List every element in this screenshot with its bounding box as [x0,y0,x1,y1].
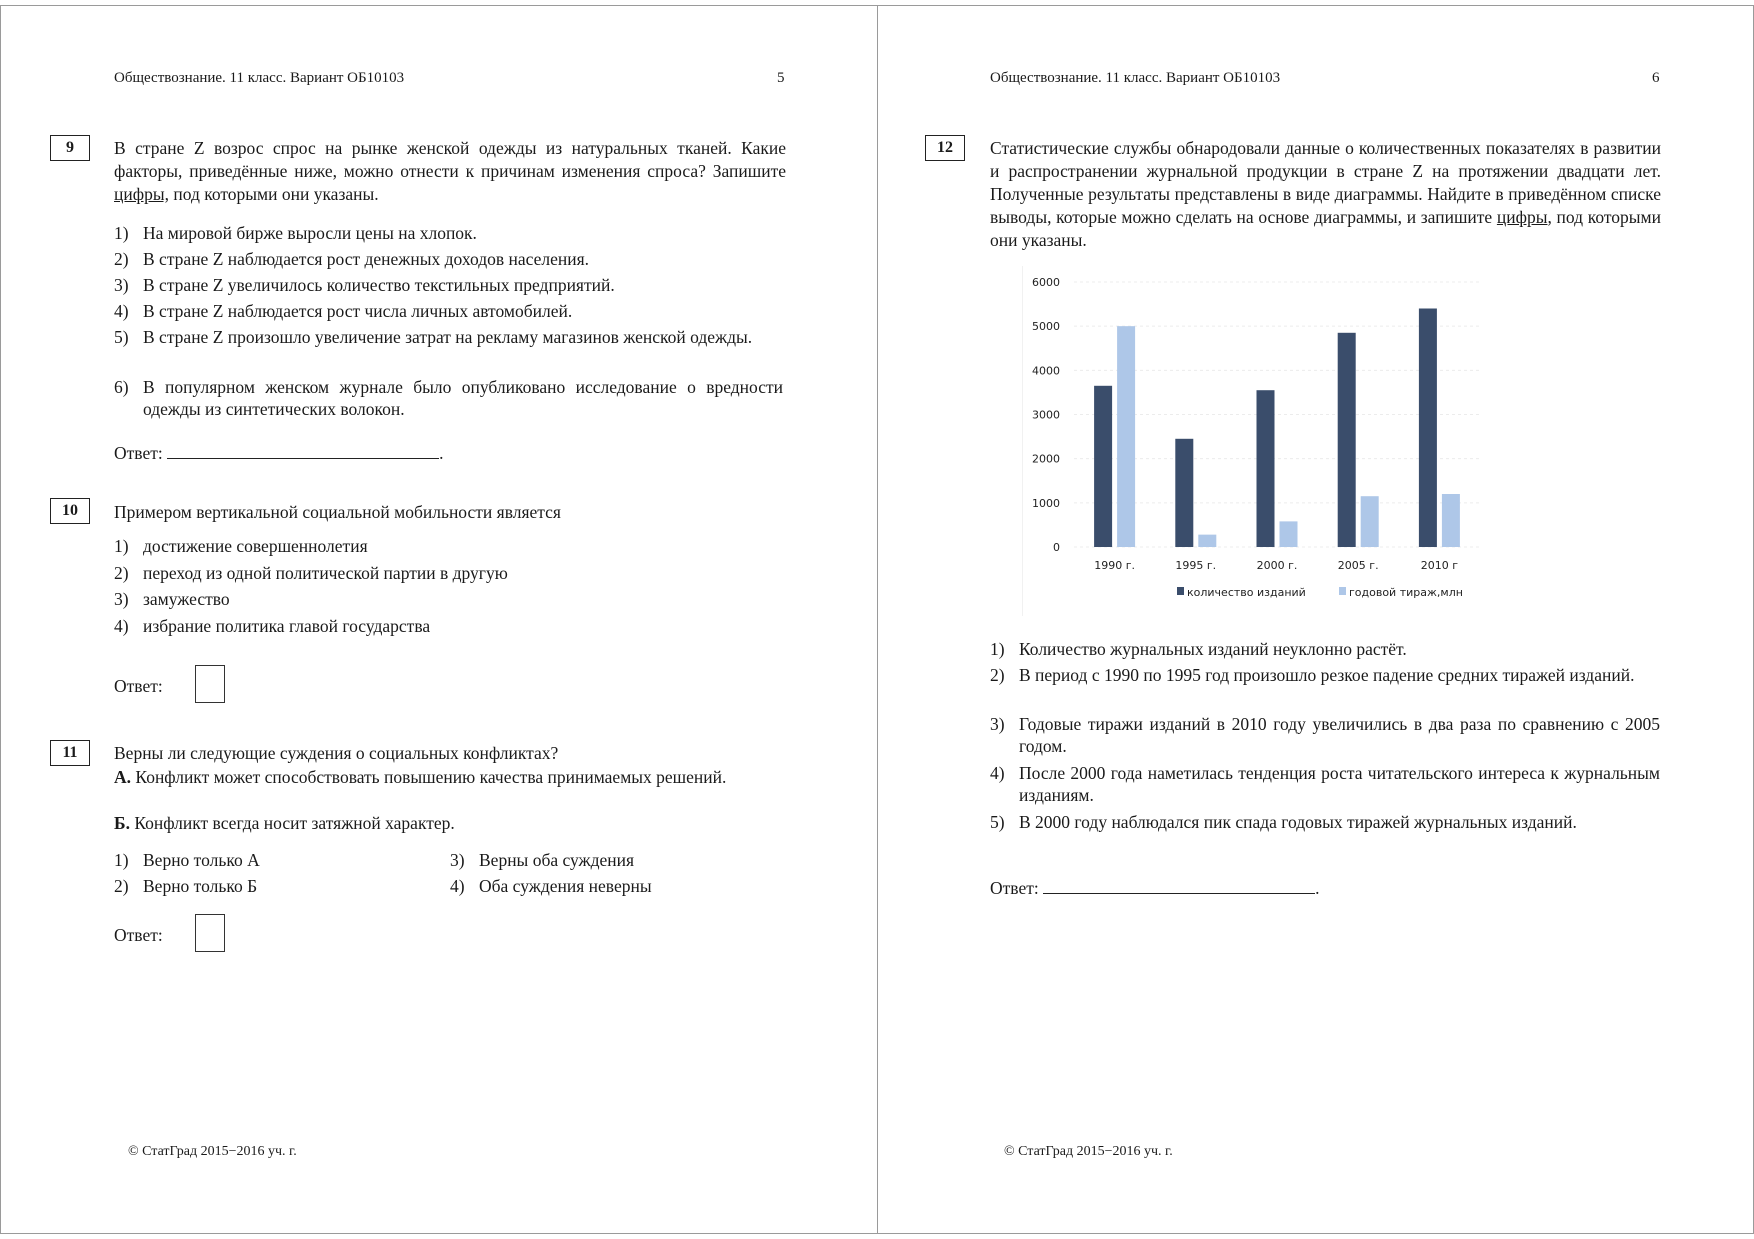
question-number-box: 9 [50,135,90,161]
option-number: 3) [114,275,129,295]
option-item [114,615,783,637]
bar-circulation [1198,535,1216,547]
answer-box[interactable] [195,914,225,952]
answer-label: Ответ: [114,443,163,463]
y-tick-label: 3000 [1032,408,1060,422]
option-item [990,811,1660,833]
option-text: Оба суждения неверны [479,876,652,896]
page-footer: © СтатГрад 2015−2016 уч. г. [128,1144,297,1159]
option-item [990,664,1660,686]
y-tick-label: 0 [1053,541,1060,554]
statement-label: А. [114,767,132,787]
page-number: 6 [1652,70,1660,86]
bar-publications [1338,333,1356,547]
answer-label: Ответ: [114,925,163,945]
option-text: В период с 1990 по 1995 год произошло резкое падение средних тиражей изданий. [1019,665,1635,685]
option-text: Годовые тиражи изданий в 2010 году увеличились в два раза по сравнению с 2005 годом. [1019,714,1660,756]
page-header: Обществознание. 11 класс. Вариант ОБ10103 [990,70,1281,86]
answer-box[interactable] [195,665,225,703]
bar-publications [1419,309,1437,548]
option-item [114,274,783,296]
answer-line[interactable] [167,442,439,459]
chart-x-axis [1094,559,1458,572]
option-text: В стране Z наблюдается рост денежных доходов населения. [143,249,590,269]
question-number-box: 10 [50,498,90,524]
statement-label: Б. [114,813,130,833]
statement-a [114,766,786,789]
y-tick-label: 6000 [1032,276,1060,289]
page-footer: © СтатГрад 2015−2016 уч. г. [1004,1144,1173,1159]
legend-swatch [1177,587,1184,595]
chart-y-axis [1032,276,1060,554]
option-number: 5) [114,327,129,347]
option-item [990,638,1660,660]
option-number: 6) [114,377,129,397]
option-text: В популярном женском журнале было опубликовано исследование о вредности одежды из синтетических волокон. [143,377,783,419]
x-tick-label: 1995 г. [1175,559,1217,572]
y-tick-label: 2000 [1032,452,1060,466]
legend-label: количество изданий [1187,586,1306,599]
underlined-word: цифры [1496,207,1548,227]
option-item [450,849,780,871]
statement-text: Конфликт может способствовать повышению качества принимаемых решений. [131,767,727,787]
option-number: 1) [114,850,129,870]
page-right [877,5,1754,1234]
option-item [114,376,783,420]
answer-field[interactable]: Ответ: . [114,443,444,463]
page-number: 5 [777,70,785,86]
option-text: После 2000 года наметилась тенденция роста читательского интереса к журнальным изданиям. [1019,763,1660,805]
bar-publications [1094,386,1112,547]
option-item [990,713,1660,757]
bar-chart [1022,266,1492,616]
option-text: В стране Z наблюдается рост числа личных автомобилей. [143,301,573,321]
x-tick-label: 2010 г [1420,559,1459,572]
underlined-word: цифры, [114,184,169,204]
option-text: замужество [143,589,230,609]
answer-field[interactable]: Ответ: . [990,878,1320,898]
page-left [0,5,878,1234]
option-number: 1) [990,639,1005,659]
y-tick-label: 1000 [1032,496,1060,510]
chart-legend [1177,586,1463,599]
statement-b [114,812,786,835]
legend-label: годовой тираж,млн [1349,586,1463,599]
answer-label: Ответ: [990,878,1039,898]
page-header: Обществознание. 11 класс. Вариант ОБ10103 [114,70,405,86]
answer-label: Ответ: [114,676,163,696]
option-item [114,248,783,270]
answer-line[interactable] [1043,877,1315,894]
bar-circulation [1442,494,1460,547]
option-number: 2) [114,563,129,583]
option-item [114,562,783,584]
question-10-text: Примером вертикальной социальной мобильности является [114,502,561,522]
option-number: 4) [990,763,1005,783]
statement-text: Конфликт всегда носит затяжной характер. [129,813,455,833]
y-tick-label: 4000 [1032,364,1060,378]
bar-circulation [1361,496,1379,547]
option-item [114,875,414,897]
option-number: 4) [114,301,129,321]
option-number: 4) [114,616,129,636]
bar-circulation [1280,521,1298,547]
option-text: На мировой бирже выросли цены на хлопок. [143,223,477,243]
option-number: 1) [114,223,129,243]
bar-publications [1175,439,1193,547]
option-item [114,326,783,348]
question-text-part: под которыми они указаны. [168,184,379,204]
option-number: 1) [114,536,129,556]
chart-bars [1094,309,1460,548]
option-number: 3) [450,850,465,870]
option-item [114,535,783,557]
option-number: 2) [114,876,129,896]
option-text: В 2000 году наблюдался пик спада годовых тиражей журнальных изданий. [1019,812,1577,832]
question-9-text [114,137,786,206]
option-item [990,762,1660,806]
option-number: 3) [114,589,129,609]
option-item [114,588,783,610]
option-number: 2) [114,249,129,269]
option-item [114,849,414,871]
question-number-box: 11 [50,740,90,766]
option-number: 3) [990,714,1005,734]
option-text: Верны оба суждения [479,850,635,870]
legend-swatch [1339,587,1346,595]
x-tick-label: 1990 г. [1094,559,1135,572]
option-number: 5) [990,812,1005,832]
option-item [114,300,783,322]
x-tick-label: 2000 г. [1256,559,1298,572]
option-text: В стране Z увеличилось количество текстильных предприятий. [143,275,615,295]
question-12-text [990,137,1661,252]
question-text-part: , под которыми они указаны. [990,207,1661,250]
question-number-box: 12 [925,135,965,161]
option-text: Верно только А [143,850,260,870]
y-tick-label: 5000 [1032,320,1060,334]
question-11-text: Верны ли следующие суждения о социальных конфликтах? [114,743,559,763]
option-item [114,222,783,244]
bar-publications [1257,390,1275,547]
question-text-part: Статистические службы обнародовали данные о количественных показателях в развитии и распространении журнальной продукции в стране Z на протяжении двадцати лет. Полученные результаты представлены в виде диаграммы. Найдите в приведённом списке выводы, которые можно сделать на основе диаграммы, и запишите [990,138,1661,227]
x-tick-label: 2005 г. [1337,559,1379,572]
option-number: 4) [450,876,465,896]
question-text-part: В стране Z возрос спрос на рынке женской одежды из натуральных тканей. Какие факторы, приведённые ниже, можно отнести к причинам изменения спроса? Запишите [114,138,786,181]
option-text: избрание политика главой государства [143,616,431,636]
option-item [450,875,780,897]
option-text: достижение совершеннолетия [143,536,368,556]
bar-circulation [1117,326,1135,547]
option-text: переход из одной политической партии в другую [143,563,508,583]
option-number: 2) [990,665,1005,685]
option-text: Количество журнальных изданий неуклонно растёт. [1019,639,1407,659]
option-text: В стране Z произошло увеличение затрат на рекламу магазинов женской одежды. [143,327,753,347]
option-text: Верно только Б [143,876,258,896]
